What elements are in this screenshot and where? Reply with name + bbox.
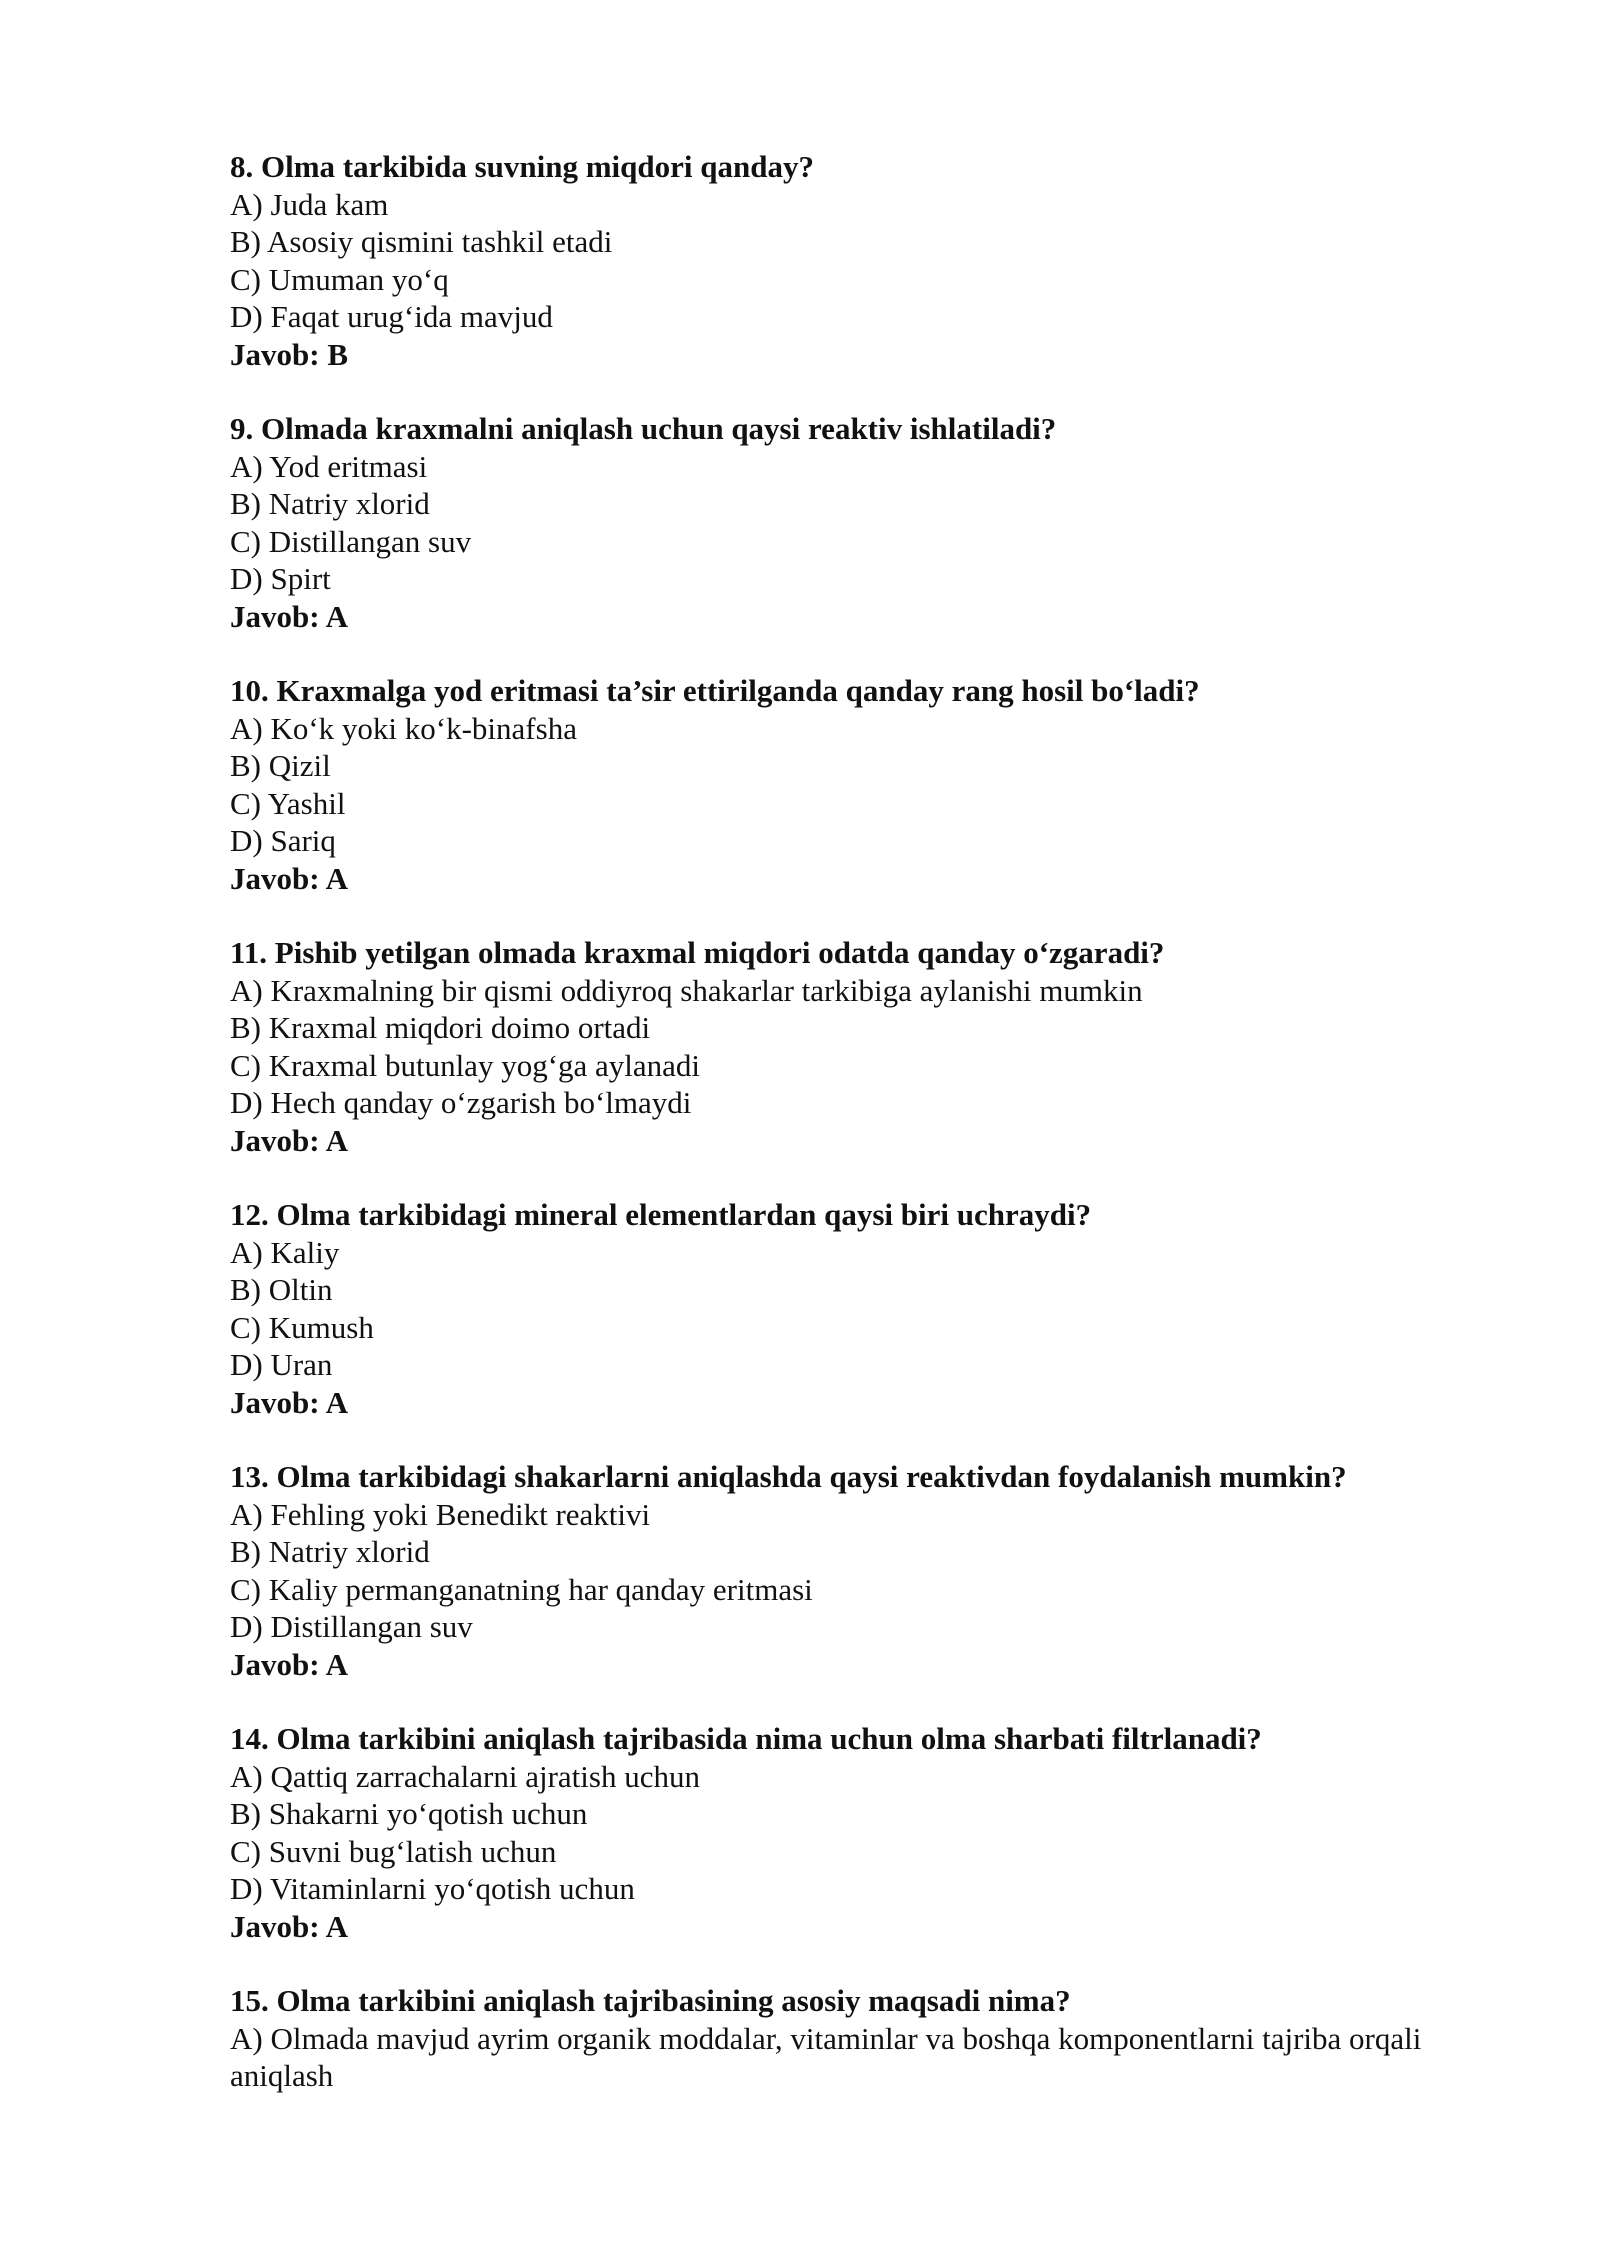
answer-option: D) Hech qanday o‘zgarish bo‘lmaydi: [230, 1085, 692, 1120]
correct-answer: Javob: A: [230, 1908, 348, 1944]
answer-option: D) Faqat urug‘ida mavjud: [230, 299, 553, 334]
answer-option: B) Qizil: [230, 748, 331, 783]
question-block: [230, 1982, 1500, 2095]
correct-answer: Javob: A: [230, 1384, 348, 1420]
answer-option: A) Ko‘k yoki ko‘k-binafsha: [230, 710, 577, 746]
answer-option: A) Kraxmalning bir qismi oddiyroq shakarlar tarkibiga aylanishi mumkin: [230, 972, 1143, 1008]
answer-option: D) Uran: [230, 1347, 333, 1382]
question-block: [230, 148, 1500, 373]
answer-option: C) Kraxmal butunlay yog‘ga aylanadi: [230, 1047, 701, 1083]
answer-option: A) Fehling yoki Benedikt reaktivi: [230, 1496, 651, 1532]
correct-answer: Javob: B: [230, 336, 348, 372]
answer-option: C) Distillangan suv: [230, 523, 472, 559]
question-block: [230, 1196, 1500, 1421]
answer-option: B) Oltin: [230, 1272, 333, 1307]
question-title: 14. Olma tarkibini aniqlash tajribasida nima uchun olma sharbati filtrlanadi?: [230, 1721, 1262, 1756]
answer-option: C) Yashil: [230, 785, 346, 821]
answer-option: A) Olmada mavjud ayrim organik moddalar, vitaminlar va boshqa komponentlarni tajriba orqali aniqlash: [230, 2020, 1422, 2093]
question-title: 12. Olma tarkibidagi mineral elementlardan qaysi biri uchraydi?: [230, 1197, 1092, 1232]
question-block: [230, 672, 1500, 897]
question-block: [230, 934, 1500, 1159]
question-title: 11. Pishib yetilgan olmada kraxmal miqdori odatda qanday o‘zgaradi?: [230, 935, 1165, 970]
answer-option: A) Kaliy: [230, 1234, 340, 1270]
correct-answer: Javob: A: [230, 1122, 348, 1158]
question-title: 15. Olma tarkibini aniqlash tajribasining asosiy maqsadi nima?: [230, 1983, 1071, 2018]
question-block: [230, 1720, 1500, 1945]
correct-answer: Javob: A: [230, 598, 348, 634]
answer-option: D) Spirt: [230, 561, 331, 596]
answer-option: C) Kaliy permanganatning har qanday eritmasi: [230, 1571, 813, 1607]
answer-option: C) Umuman yo‘q: [230, 261, 449, 297]
question-block: [230, 1458, 1500, 1683]
answer-option: B) Natriy xlorid: [230, 486, 430, 521]
question-block: [230, 410, 1500, 635]
answer-option: B) Kraxmal miqdori doimo ortadi: [230, 1010, 651, 1045]
question-title: 13. Olma tarkibidagi shakarlarni aniqlashda qaysi reaktivdan foydalanish mumkin?: [230, 1459, 1347, 1494]
answer-option: A) Yod eritmasi: [230, 448, 428, 484]
question-title: 9. Olmada kraxmalni aniqlash uchun qaysi reaktiv ishlatiladi?: [230, 411, 1057, 446]
answer-option: B) Asosiy qismini tashkil etadi: [230, 224, 613, 259]
answer-option: C) Suvni bug‘latish uchun: [230, 1833, 557, 1869]
question-title: 10. Kraxmalga yod eritmasi ta’sir ettirilganda qanday rang hosil bo‘ladi?: [230, 673, 1200, 708]
answer-option: D) Sariq: [230, 823, 336, 858]
answer-option: D) Distillangan suv: [230, 1609, 473, 1644]
answer-option: D) Vitaminlarni yo‘qotish uchun: [230, 1871, 635, 1906]
answer-option: A) Qattiq zarrachalarni ajratish uchun: [230, 1758, 700, 1794]
answer-option: B) Shakarni yo‘qotish uchun: [230, 1796, 588, 1831]
answer-option: C) Kumush: [230, 1309, 374, 1345]
answer-option: A) Juda kam: [230, 186, 389, 222]
correct-answer: Javob: A: [230, 1646, 348, 1682]
correct-answer: Javob: A: [230, 860, 348, 896]
question-title: 8. Olma tarkibida suvning miqdori qanday?: [230, 149, 814, 184]
answer-option: B) Natriy xlorid: [230, 1534, 430, 1569]
